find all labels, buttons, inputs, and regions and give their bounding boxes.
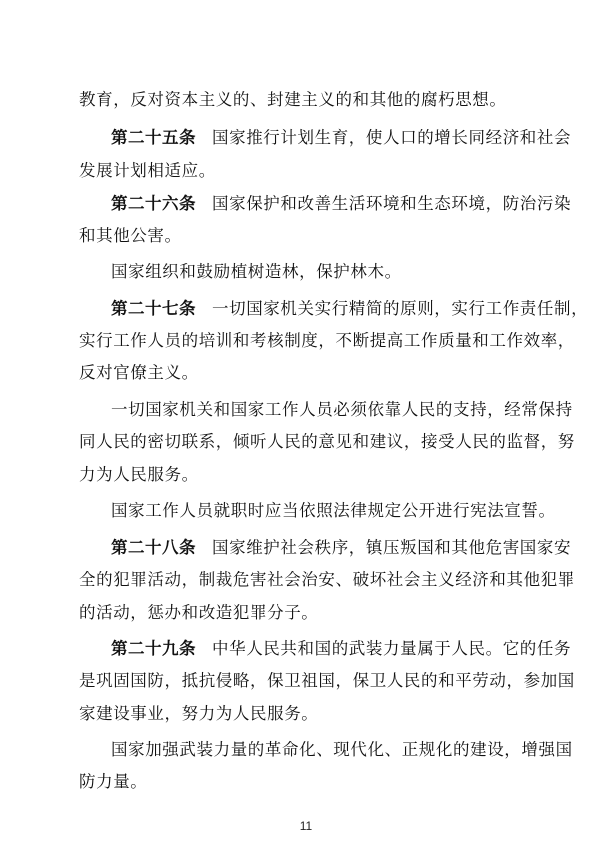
- text-line: 全的犯罪活动，制裁危害社会治安、破坏社会主义经济和其他犯罪: [79, 570, 575, 589]
- article-27-line: 第二十七条 一切国家机关实行精简的原则，实行工作责任制，: [111, 299, 589, 318]
- article-28-line: 第二十八条 国家维护社会秩序，镇压叛国和其他危害国家安: [111, 538, 572, 557]
- article-26-line: 第二十六条 国家保护和改善生活环境和生态环境，防治污染: [111, 194, 572, 213]
- page-number: 11: [299, 819, 313, 833]
- article-heading: 第二十九条: [111, 639, 196, 658]
- article-25-line: 第二十五条 国家推行计划生育，使人口的增长同经济和社会: [111, 128, 572, 147]
- text-line: 国家加强武装力量的革命化、现代化、正规化的建设，增强国: [111, 740, 573, 759]
- text-line: 的活动，惩办和改造犯罪分子。: [79, 603, 319, 622]
- article-29-line: 第二十九条 中华人民共和国的武装力量属于人民。它的任务: [111, 639, 572, 658]
- text-line: 家建设事业，努力为人民服务。: [79, 704, 319, 723]
- text-line: 力为人民服务。: [79, 465, 199, 484]
- article-heading: 第二十八条: [111, 538, 196, 557]
- text-line: 一切国家机关和国家工作人员必须依靠人民的支持，经常保持: [111, 400, 573, 419]
- text-line: 国家工作人员就职时应当依照法律规定公开进行宪法宣誓。: [111, 501, 556, 520]
- text-line: 是巩固国防，抵抗侵略，保卫祖国，保卫人民的和平劳动，参加国: [79, 671, 575, 690]
- text-line: 防力量。: [79, 772, 148, 791]
- text-line: 国家组织和鼓励植树造林，保护林木。: [111, 262, 402, 281]
- text-line: 反对官僚主义。: [79, 363, 199, 382]
- article-heading: 第二十七条: [111, 299, 196, 318]
- text-line: 同人民的密切联系，倾听人民的意见和建议，接受人民的监督，努: [79, 432, 575, 451]
- article-heading: 第二十五条: [111, 128, 196, 147]
- article-heading: 第二十六条: [111, 194, 196, 213]
- text-line: 教育，反对资本主义的、封建主义的和其他的腐朽思想。: [79, 90, 507, 109]
- text-line: 实行工作人员的培训和考核制度，不断提高工作质量和工作效率，: [79, 331, 575, 350]
- text-line: 和其他公害。: [79, 226, 182, 245]
- text-line: 发展计划相适应。: [79, 161, 216, 180]
